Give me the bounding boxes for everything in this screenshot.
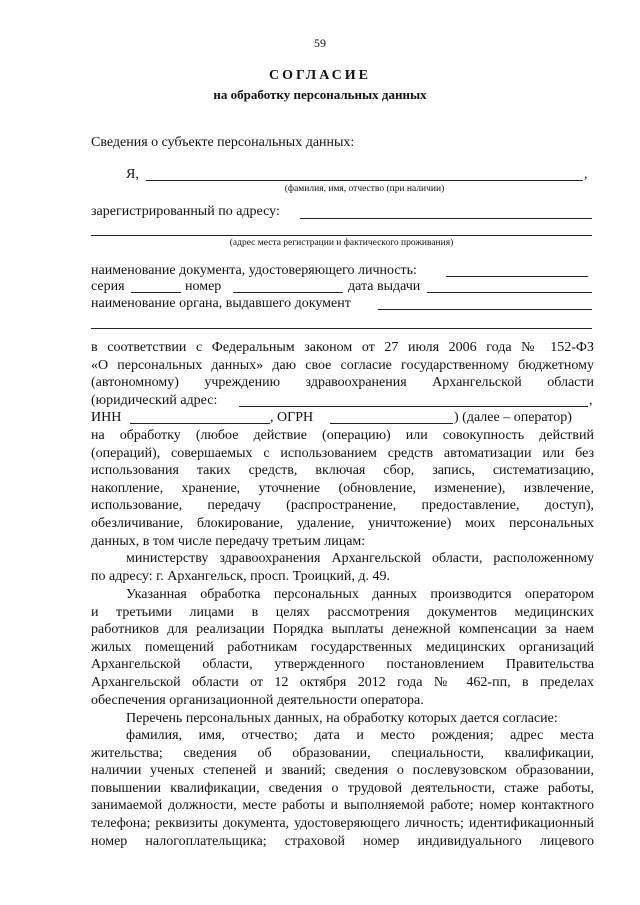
page-number: 59: [314, 36, 326, 50]
document-title: СОГЛАСИЕ: [269, 68, 371, 83]
data-list-paragraph: [91, 727, 594, 850]
legal-address-comma: ,: [589, 393, 593, 408]
issue-date-label: дата выдачи: [348, 279, 421, 294]
issue-date-field[interactable]: [427, 292, 592, 293]
id-doc-label: наименование документа, удостоверяющего личность:: [91, 263, 417, 278]
data-list-line: телефона; реквизиты документа, удостоверяющего личность; идентификационный: [91, 815, 594, 831]
consent-line: «О персональных данных» даю свое согласие государственному бюджетному: [91, 357, 594, 373]
number-field[interactable]: [233, 292, 343, 293]
issuer-field-1[interactable]: [378, 309, 592, 310]
inn-field[interactable]: [130, 423, 270, 424]
document-subtitle: на обработку персональных данных: [213, 87, 427, 102]
operator-suffix: ) (далее – оператор): [454, 410, 572, 425]
data-list-line: наличии ученых степеней и званий; сведения о послевузовском образовании,: [91, 763, 594, 779]
id-doc-field[interactable]: [446, 276, 588, 277]
processing-line: на обработку (любое действие (операцию) или совокупность действий: [91, 428, 594, 443]
address-label: зарегистрированный по адресу:: [91, 204, 280, 219]
purpose-line: Архангельской области, утвержденного постановлением Правительства: [91, 657, 594, 673]
purpose-line: работников для реализации Порядка выплаты денежной компенсации за наем: [91, 622, 594, 638]
processing-line: данных, в том числе передачу третьим лицам:: [91, 533, 366, 549]
ogrn-label: , ОГРН: [270, 410, 314, 425]
address-field-1[interactable]: [300, 218, 592, 219]
inn-label: ИНН: [91, 410, 122, 425]
processing-line: использования таких средств, включая сбор, запись, систематизацию,: [91, 463, 594, 479]
legal-address-field[interactable]: [239, 406, 588, 407]
number-label: номер: [185, 279, 222, 294]
consent-paragraph: [91, 339, 594, 392]
ministry-line: по адресу: г. Архангельск, просп. Троицкий, д. 49.: [91, 568, 391, 584]
purpose-line: Архангельской области от 12 октября 2012 года № 462-пп, в пределах: [91, 674, 594, 690]
address-field-2[interactable]: [91, 235, 592, 236]
purpose-line: обеспечения организационной деятельности оператора.: [91, 692, 424, 708]
purpose-paragraph: [91, 586, 594, 709]
ya-comma: ,: [584, 167, 588, 182]
processing-line: накопление, хранение, уточнение (обновление, изменение), извлечение,: [91, 480, 594, 496]
subject-heading: Сведения о субъекте персональных данных:: [91, 135, 355, 150]
ya-label: Я,: [126, 167, 139, 182]
purpose-line: Указанная обработка персональных данных производится оператором: [126, 587, 594, 602]
issuer-label: наименование органа, выдавшего документ: [91, 296, 351, 311]
issuer-field-2[interactable]: [91, 328, 592, 329]
consent-line: в соответствии с Федеральным законом от 27 июля 2006 года № 152-ФЗ: [91, 340, 594, 355]
processing-line: обезличивание, блокирование, удаление, уничтожение) моих персональных: [91, 515, 594, 531]
processing-line: использование, передачу (распространение, предоставление, доступ),: [91, 498, 594, 514]
address-caption: (адрес места регистрации и фактического проживания): [229, 238, 454, 248]
list-intro-paragraph: [91, 710, 594, 728]
purpose-line: и третьими лицами в целях рассмотрения документов медицинских: [91, 604, 594, 620]
ministry-paragraph: [91, 550, 594, 585]
series-label: серия: [91, 279, 125, 294]
ogrn-field[interactable]: [330, 423, 453, 424]
legal-address-label: (юридический адрес:: [91, 393, 218, 408]
fio-caption: (фамилия, имя, отчество (при наличии): [284, 184, 445, 194]
data-list-line: фамилия, имя, отчество; дата и место рождения; адрес места: [126, 728, 594, 743]
processing-paragraph: [91, 427, 594, 550]
consent-line: (автономному) учреждению здравоохранения Архангельской области: [91, 375, 594, 391]
processing-line: (операций), совершаемых с использованием средств автоматизации или без: [91, 445, 594, 461]
data-list-line: занимаемой должности, месте работы и выполняемой работе; номер контактного: [91, 798, 594, 814]
data-list-line: жительства; сведения об образовании, специальности, квалификации,: [91, 745, 594, 761]
data-list-line: номер налогоплательщика; страховой номер индивидуального лицевого: [91, 833, 594, 849]
data-list-line: повышении квалификации, сведения о трудовой деятельности, стаже работы,: [91, 780, 594, 796]
series-field[interactable]: [131, 292, 181, 293]
purpose-line: жилых помещений работникам государственных медицинских организаций: [91, 639, 594, 655]
fio-field[interactable]: [146, 180, 583, 181]
list-intro: Перечень персональных данных, на обработку которых дается согласие:: [126, 711, 558, 726]
ministry-line: министерству здравоохранения Архангельской области, расположенному: [126, 551, 594, 566]
